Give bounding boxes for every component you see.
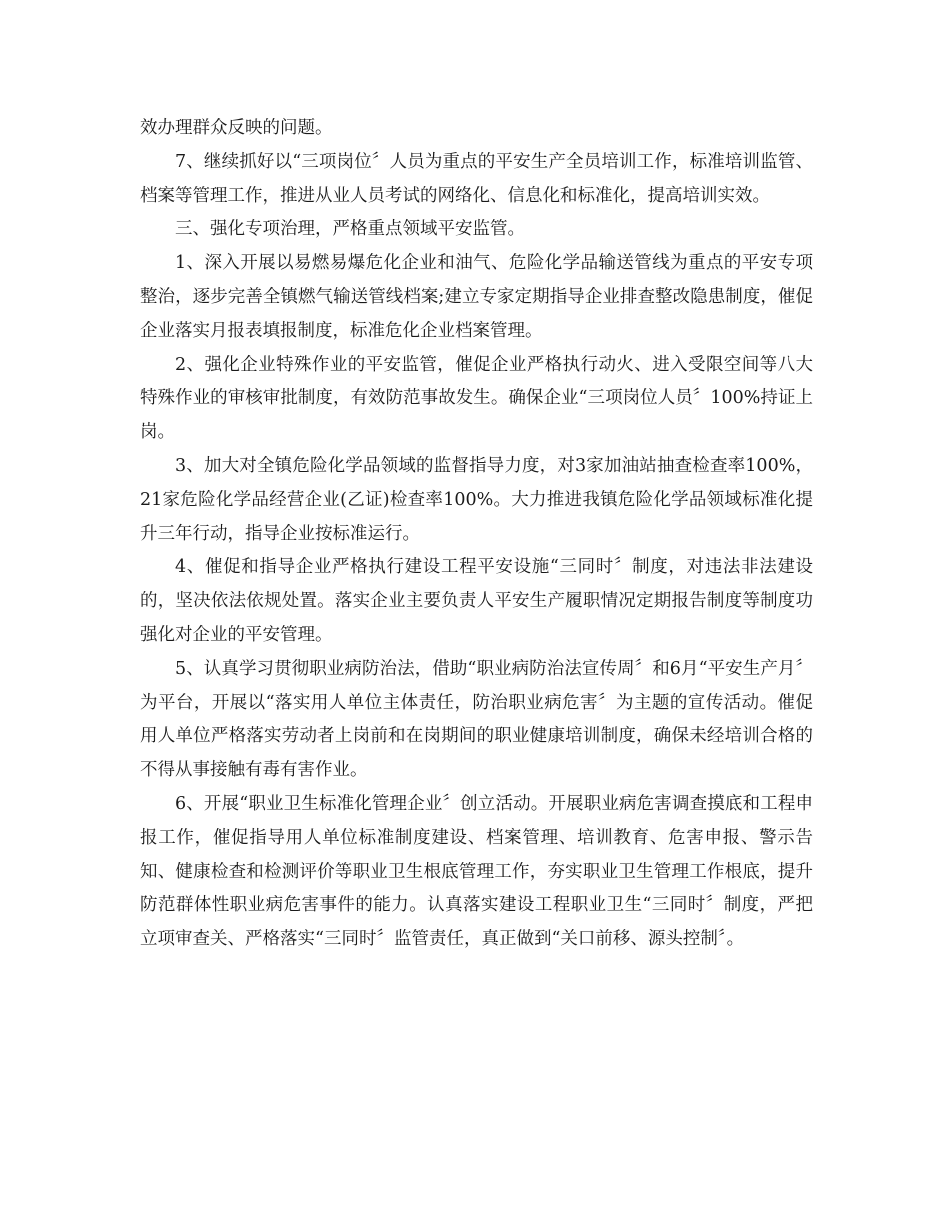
paragraph-item-4: 4、催促和指导企业严格执行建设工程平安设施“三同时〞制度，对违法非法建设的，坚决依法依规处置。落实企业主要负责人平安生产履职情况定期报告制度等制度功强化对企业的平安管理。 (140, 557, 813, 645)
paragraph-item-2: 2、强化企业特殊作业的平安监管，催促企业严格执行动火、进入受限空间等八大特殊作业的审核审批制度，有效防范事故发生。确保企业“三项岗位人员〞100%持证上岗。 (140, 354, 813, 443)
document-body (140, 112, 813, 957)
paragraph-item-3: 3、加大对全镇危险化学品领域的监督指导力度，对3家加油站抽查检查率100%，21家危险化学品经营企业(乙证)检查率100%。大力推进我镇危险化学品领域标准化提升三年行动，指导企业按标准运行。 (140, 455, 813, 544)
paragraph-item-7: 7、继续抓好以“三项岗位〞人员为重点的平安生产全员培训工作，标准培训监管、档案等管理工作，推进从业人员考试的网络化、信息化和标准化，提高培训实效。 (140, 151, 813, 206)
paragraph-continuation: 效办理群众反映的问题。 (140, 118, 333, 138)
paragraph-item-5: 5、认真学习贯彻职业病防治法，借助“职业病防治法宣传周〞和6月“平安生产月〞为平台，开展以“落实用人单位主体责任，防治职业病危害〞为主题的宣传活动。催促用人单位严格落实劳动者上岗前和在岗期间的职业健康培训制度，确保未经培训合格的不得从事接触有毒有害作业。 (140, 658, 813, 781)
paragraph-item-6: 6、开展“职业卫生标准化管理企业〞创立活动。开展职业病危害调查摸底和工程申报工作，催促指导用人单位标准制度建设、档案管理、培训教育、危害申报、警示告知、健康检查和检测评价等职业卫生根底管理工作，夯实职业卫生管理工作根底，提升防范群体性职业病危害事件的能力。认真落实建设工程职业卫生“三同时〞制度，严把立项审查关、严格落实“三同时〞监管责任，真正做到“关口前移、源头控制〞。 (140, 793, 813, 950)
paragraph-item-1: 1、深入开展以易燃易爆危化企业和油气、危险化学品输送管线为重点的平安专项整治，逐步完善全镇燃气输送管线档案;建立专家定期指导企业排查整改隐患制度，催促企业落实月报表填报制度，标准危化企业档案管理。 (140, 253, 813, 341)
section-heading-3: 三、强化专项治理，严格重点领域平安监管。 (175, 219, 525, 240)
